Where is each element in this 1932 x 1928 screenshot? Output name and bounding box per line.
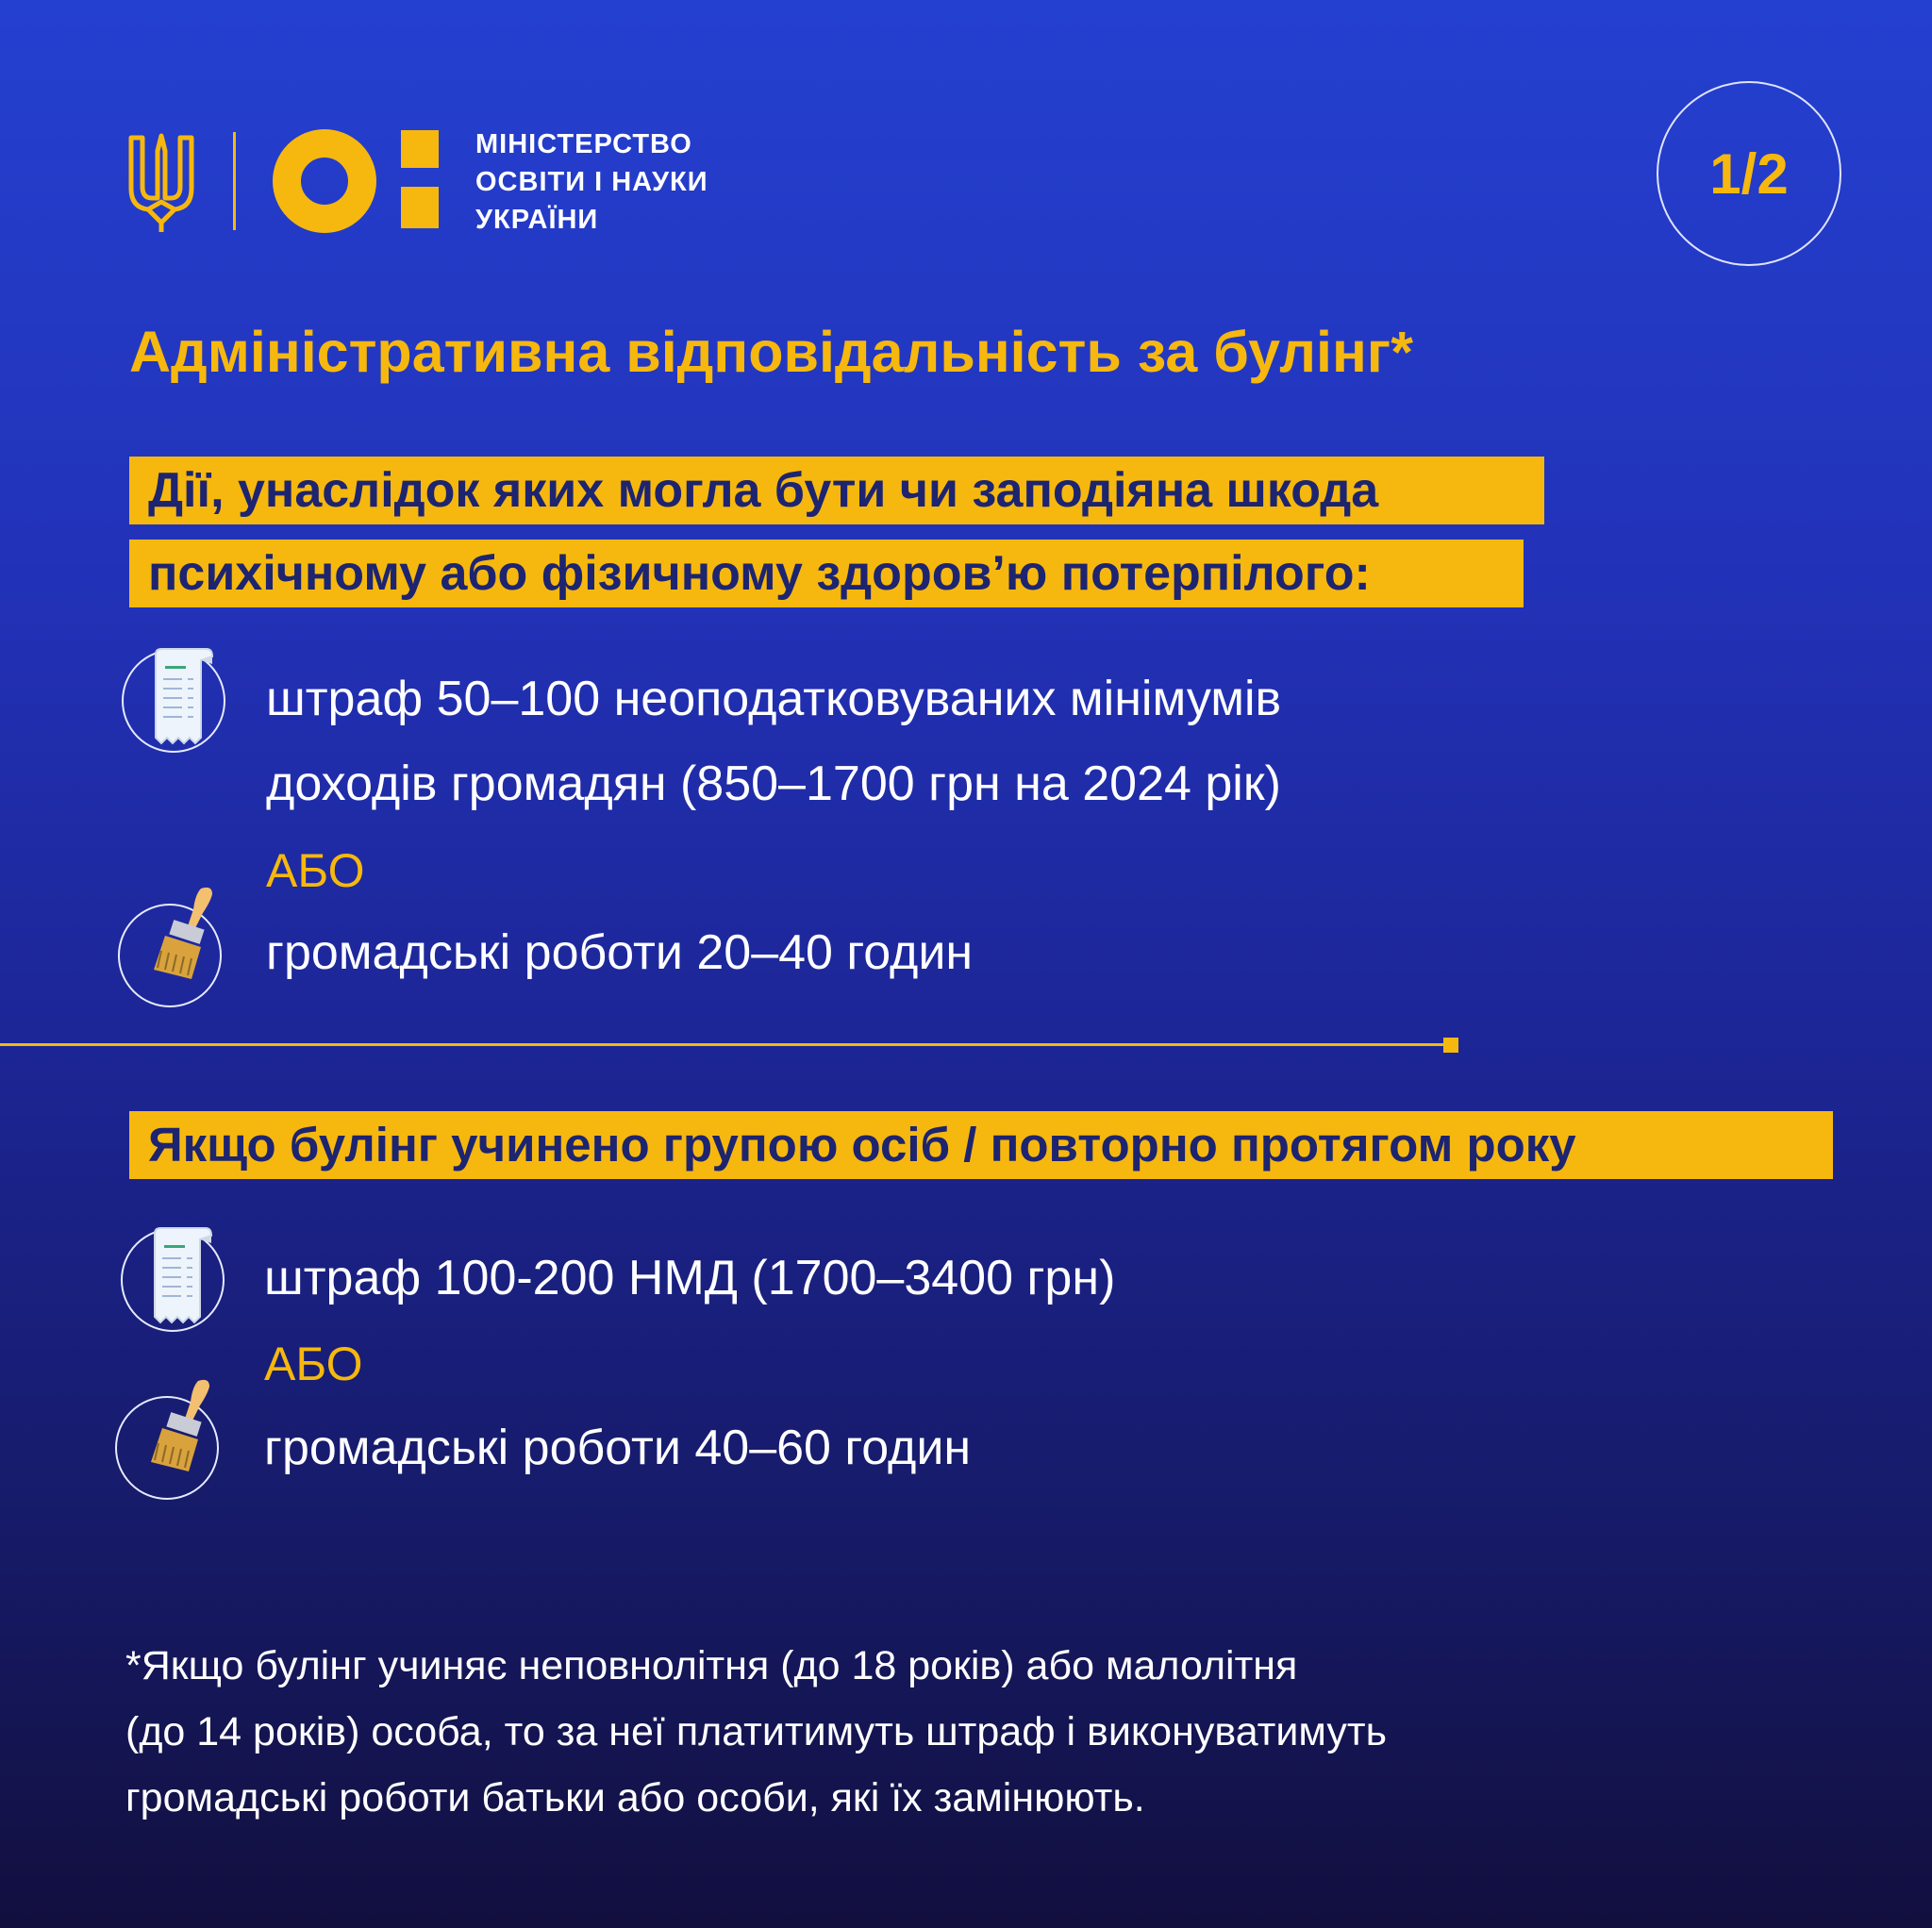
paintbrush-icon [138,1377,219,1488]
footnote-line-2: (до 14 років) особа, то за неї платитимуть штраф і виконуватимуть [125,1709,1388,1754]
paintbrush-icon-badge [115,1396,219,1500]
paintbrush-icon [141,885,222,996]
page-title: Адміністративна відповідальність за булінг* [129,320,1413,384]
ministry-logo-square-bottom [401,187,439,228]
page-counter-badge [1657,81,1841,266]
ministry-name-line-2: ОСВІТИ І НАУКИ [475,167,708,197]
page-counter: 1/2 [1709,141,1789,206]
section2-public-work: громадські роботи 40–60 годин [264,1421,972,1475]
section2-or-label: АБО [264,1338,363,1390]
paintbrush-icon-badge [118,904,222,1007]
section1-heading-line-1: Дії, унаслідок яких могла бути чи заподіяна шкода [129,457,1544,524]
ukraine-trident-icon [127,132,195,234]
receipt-icon [142,1226,217,1326]
section2-heading: Якщо булінг учинено групою осіб / повторно протягом року [129,1111,1833,1179]
section1-fine-line-2: доходів громадян (850–1700 грн на 2024 рік) [266,756,1281,811]
ministry-name-line-1: МІНІСТЕРСТВО [475,129,692,159]
divider-end-marker [1443,1038,1458,1053]
section1-public-work: громадські роботи 20–40 годин [266,925,974,980]
section2-fine: штраф 100-200 НМД (1700–3400 грн) [264,1251,1116,1305]
section1-heading-line-2: психічному або фізичному здоров’ю потерпілого: [129,540,1524,607]
section-divider [0,1043,1451,1046]
ministry-logo-square-top [401,130,439,168]
receipt-icon-badge [121,1228,225,1332]
ministry-logo-ring [272,128,377,234]
section1-fine-line-1: штраф 50–100 неоподатковуваних мінімумів [266,672,1282,726]
ministry-name-line-3: УКРАЇНИ [475,205,599,235]
receipt-icon [142,647,218,747]
logo-divider [233,132,236,230]
receipt-icon-badge [122,649,225,753]
section1-or-label: АБО [266,844,365,897]
footnote-line-3: громадські роботи батьки або особи, які їх замінюють. [125,1775,1145,1820]
footnote-line-1: *Якщо булінг учиняє неповнолітня (до 18 років) або малолітня [125,1643,1298,1688]
